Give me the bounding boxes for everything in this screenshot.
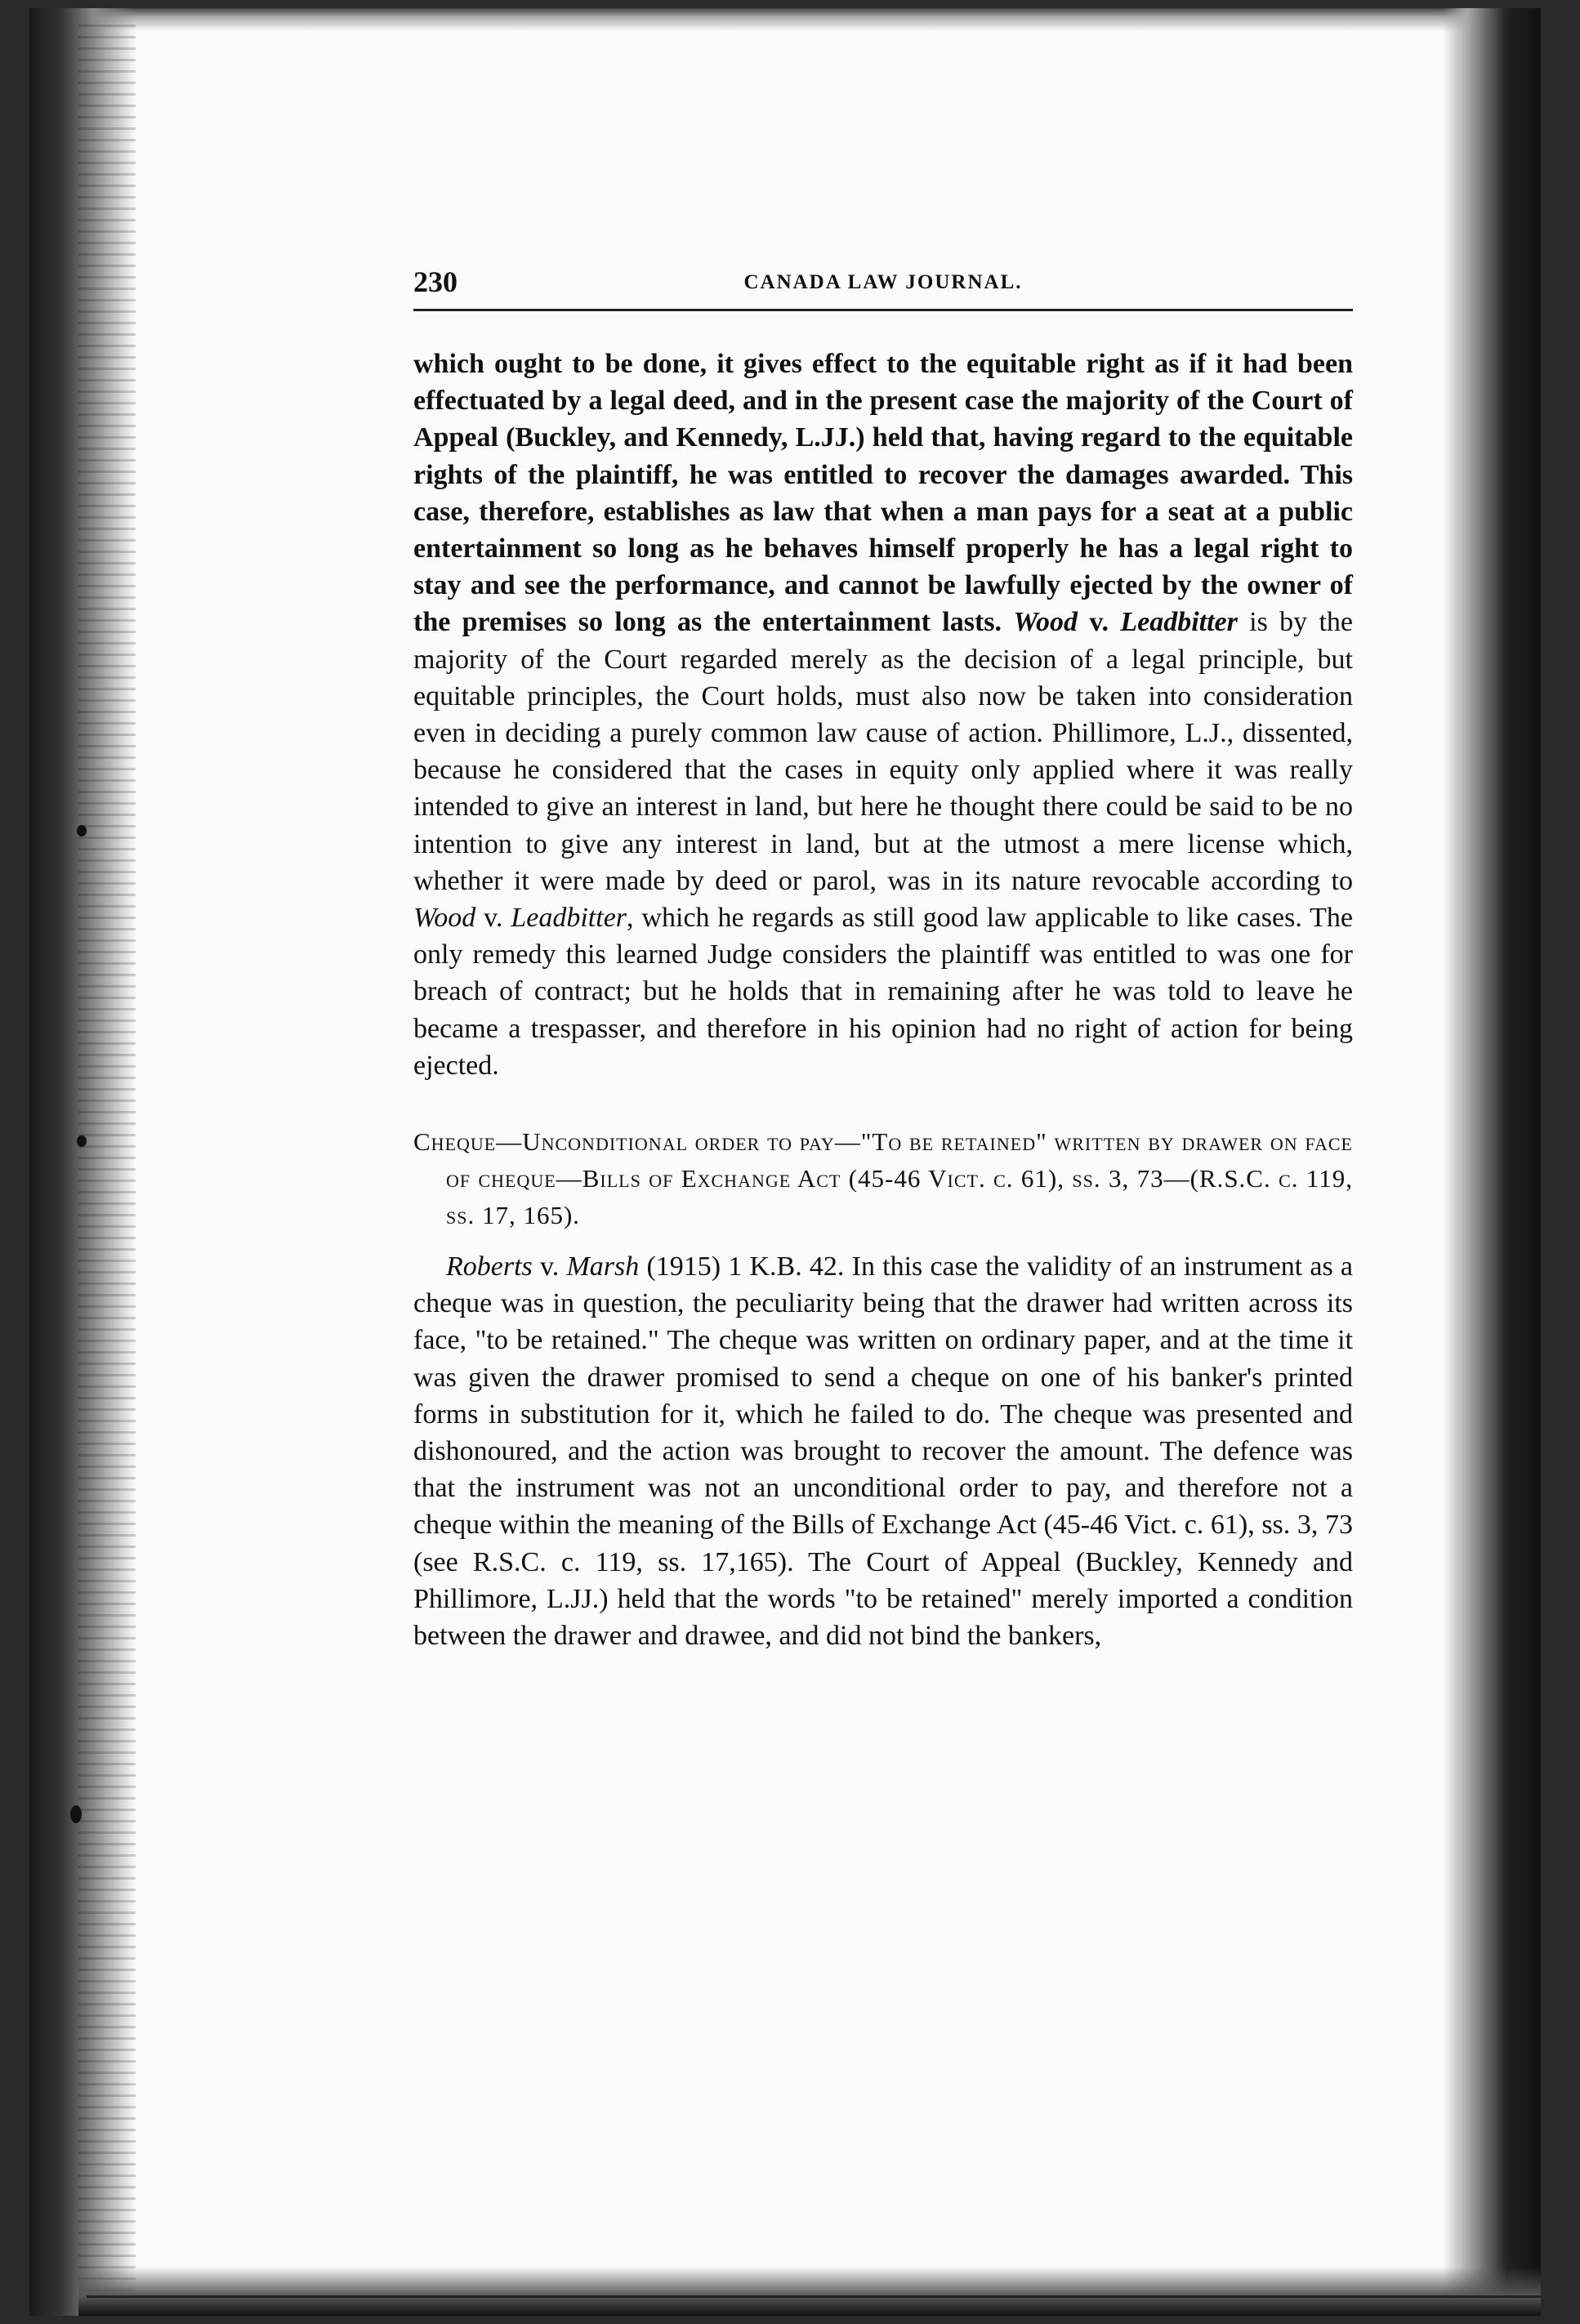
journal-title: CANADA LAW JOURNAL. <box>743 271 1023 293</box>
page-content <box>413 252 1353 1654</box>
versus: v. <box>1078 607 1121 638</box>
case-name: Leadbitter <box>1120 607 1238 638</box>
scan-edge-top <box>29 8 1541 31</box>
body-paragraph-2 <box>413 1248 1353 1654</box>
scan-speck <box>77 825 87 836</box>
para2-text: (1915) 1 K.B. 42. In this case the validity of an instrument as a cheque was in question, the peculiarity being that the drawer had written across its face, "to be retained." The cheque was written on ordinary paper, and at the time it was given the drawer promised to send a cheque on one of his banker's printed forms in substitution for it, which he failed to do. The cheque was presented and dishonoured, and the action was brought to recover the amount. The defence was that the instrument was not an unconditional order to pay, and therefore not a cheque within the meaning of the Bills of Exchange Act (45-46 Vict. c. 61), ss. 3, 73 (see R.S.C. c. 119, ss. 17,165). The Court of Appeal (Buckley, Kennedy and Phillimore, L.JJ.) held that the words "to be retained" merely imported a condition between the drawer and drawee, and did not bind the bankers, <box>413 1251 1353 1652</box>
case-name: Wood <box>1013 607 1078 638</box>
para1-continued: is by the majority of the Court regarded merely as the decision of a legal principle, but equitable principles, the Court holds, must also now be taken into consideration even in deciding a purely common law cause of action. Phillimore, L.J., dissented, because he considered that the cases in equity only applied where it was really intended to give an interest in land, but here he thought there could be said to be no intention to give any interest in land, but at the utmost a mere license which, whether it were made by deed or parol, was in its nature revocable according to <box>413 607 1354 896</box>
scan-speck <box>77 1135 87 1147</box>
scan-bottom-rule <box>87 2295 1541 2298</box>
page-number: 230 <box>413 265 457 298</box>
scan-edge-bottom <box>78 2267 1541 2316</box>
scan-edge-right <box>1443 8 1541 2316</box>
versus: v. <box>475 903 511 934</box>
case-name: Leadbitter <box>511 903 627 934</box>
versus: v. <box>532 1251 567 1282</box>
scan-edge-marks <box>78 25 136 2312</box>
para1-end: , which he regards as still good law applicable to like cases. The only remedy this learned Judge considers the plaintiff was entitled to was one for breach of contract; but he holds that in remaining after he was told to leave he became a trespasser, and therefore in his opinion had no right of action for being ejected. <box>413 903 1353 1081</box>
case-name: Marsh <box>566 1251 640 1282</box>
case-name: Wood <box>413 903 476 934</box>
running-head <box>413 252 1353 311</box>
scanned-page <box>29 8 1541 2316</box>
body-paragraph-1 <box>413 346 1353 1084</box>
case-headnote: Cheque—Unconditional order to pay—"To be retained" written by drawer on face of cheque—Bills of Exchange Act (45-46 Vict. c. 61), ss. 3, 73—(R.S.C. c. 119, ss. 17, 165). <box>413 1127 1353 1230</box>
scan-speck <box>70 1805 82 1823</box>
case-name: Roberts <box>446 1251 533 1282</box>
para1-text: which ought to be done, it gives effect to the equitable right as if it had been effectuated by a legal deed, and in the present case the majority of the Court of Appeal (Buckley, and Kennedy, L.JJ.) held that, having regard to the equitable rights of the plaintiff, he was entitled to recover the damages awarded. This case, therefore, establishes as law that when a man pays for a seat at a public entertainment so long as he behaves himself properly he has a legal right to stay and see the performance, and cannot be lawfully ejected by the owner of the premises so long as the entertainment lasts. <box>413 349 1353 638</box>
